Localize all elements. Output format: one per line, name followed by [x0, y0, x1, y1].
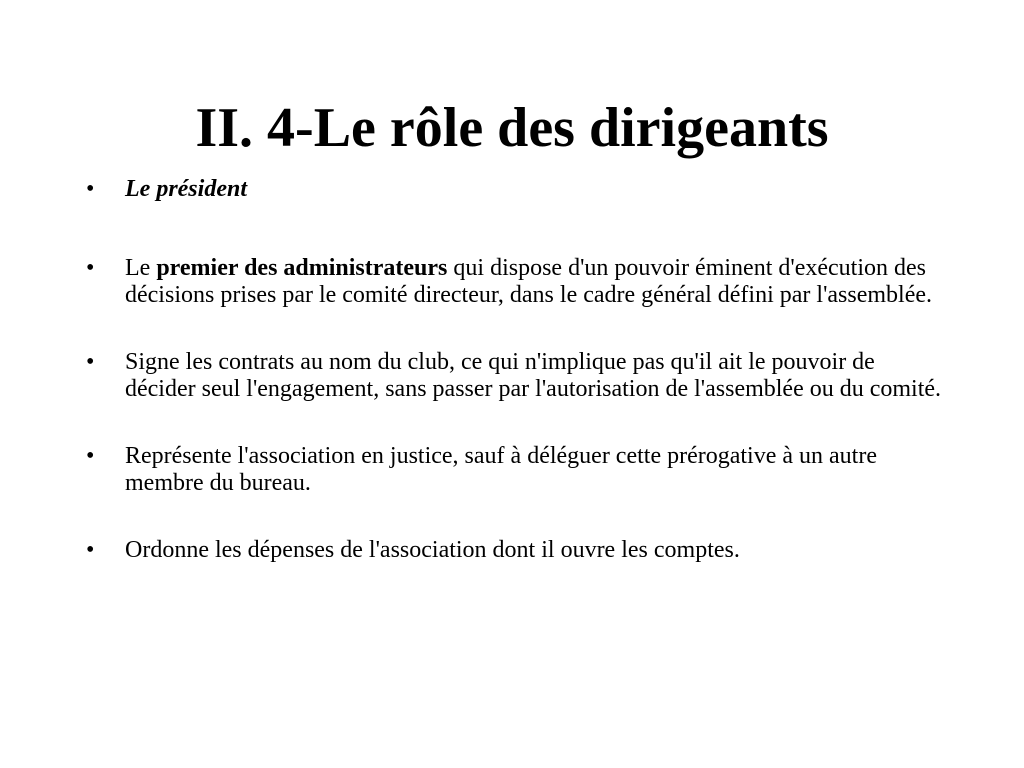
bullet-item-justice: [86, 443, 946, 497]
bullet-text-prefix: Le: [125, 255, 157, 281]
bullet-item-contrats: [86, 349, 946, 403]
bullet-icon: •: [86, 537, 95, 563]
bullet-text: Représente l'association en justice, sauf à déléguer cette prérogative à un autre membre du bureau.: [125, 443, 877, 496]
bullet-list: [86, 176, 946, 564]
bullet-item-president: [86, 176, 946, 203]
bullet-text: Signe les contrats au nom du club, ce qui n'implique pas qu'il ait le pouvoir de décider seul l'engagement, sans passer par l'autorisation de l'assemblée ou du comité.: [125, 349, 942, 402]
bullet-icon: •: [86, 349, 95, 375]
slide-title: II. 4-Le rôle des dirigeants: [195, 97, 829, 159]
bullet-text: Ordonne les dépenses de l'association dont il ouvre les comptes.: [125, 537, 740, 563]
bullet-text-suffix: qui dispose d'un pouvoir éminent d'exécution des décisions prises par le comité directeur, dans le cadre général défini par l'assemblée.: [125, 255, 933, 308]
bullet-text: Le président: [125, 176, 247, 202]
bullet-icon: •: [86, 176, 95, 202]
bullet-item-depenses: [86, 537, 946, 564]
bullet-item-premier-administrateur: [86, 255, 946, 309]
bullet-text-bold: premier des administrateurs: [156, 255, 448, 281]
bullet-icon: •: [86, 443, 95, 469]
bullet-icon: •: [86, 255, 95, 281]
